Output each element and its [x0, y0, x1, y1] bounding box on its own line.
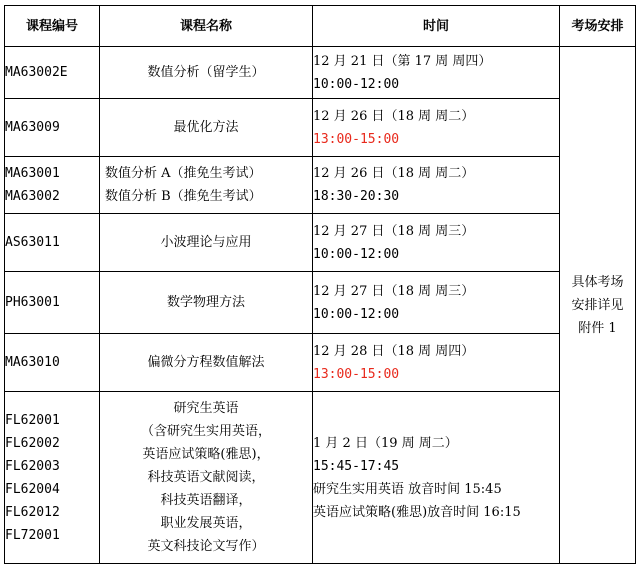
course-code-cell: [5, 157, 100, 214]
header-course-name: 课程名称: [100, 6, 313, 47]
course-name-cell: [100, 214, 313, 272]
course-name: 科技英语翻译，: [160, 493, 252, 508]
audio-note: 英语应试策略(雅思)放音时间 16:15: [313, 504, 521, 520]
course-code-cell: [5, 47, 100, 99]
course-code: PH63001: [5, 295, 60, 310]
exam-time: 10:00-12:00: [313, 246, 400, 262]
exam-date: 12 月 27 日（18 周 周三）: [313, 283, 475, 299]
time-cell: [313, 392, 560, 564]
course-code: FL62003: [5, 458, 60, 474]
course-name-cell: [100, 272, 313, 334]
course-name: 英文科技论文写作）: [147, 539, 265, 554]
table-row: [5, 47, 636, 99]
arrangement-line: 具体考场: [571, 274, 624, 290]
course-name-cell: [100, 99, 313, 157]
arrangement-line: 安排详见: [571, 297, 624, 313]
table-row: [5, 272, 636, 334]
course-name-cell: [100, 47, 313, 99]
course-name: 偏微分方程数值解法: [147, 355, 265, 370]
header-time: 时间: [313, 6, 560, 47]
time-cell: [313, 334, 560, 392]
course-name-cell: [100, 392, 313, 564]
exam-date: 12 月 27 日（18 周 周三）: [313, 223, 475, 239]
course-code-cell: [5, 392, 100, 564]
course-name: 数值分析 B（推免生考试）: [105, 189, 262, 204]
course-code-cell: [5, 334, 100, 392]
arrangement-cell: [560, 47, 636, 564]
course-code: FL72001: [5, 527, 60, 543]
course-name: 最优化方法: [173, 120, 239, 135]
course-name: （含研究生实用英语，: [140, 424, 271, 439]
course-name: 小波理论与应用: [160, 235, 252, 250]
header-course-code: 课程编号: [5, 6, 100, 47]
course-code: MA63001: [5, 166, 60, 181]
arrangement-line: 附件 1: [578, 320, 617, 336]
exam-date: 12 月 26 日（18 周 周二）: [313, 108, 475, 124]
exam-schedule-table: [4, 5, 636, 564]
course-name: 英语应试策略(雅思)，: [142, 447, 270, 462]
time-cell: [313, 214, 560, 272]
course-code: FL62004: [5, 481, 60, 497]
course-name: 数值分析 A（推免生考试）: [105, 166, 262, 181]
audio-note: 研究生实用英语 放音时间 15:45: [313, 481, 502, 497]
course-code-cell: [5, 272, 100, 334]
table-row: [5, 214, 636, 272]
course-code: AS63011: [5, 235, 60, 250]
time-cell: [313, 272, 560, 334]
course-name: 研究生英语: [173, 401, 239, 416]
table-row: [5, 157, 636, 214]
course-code-cell: [5, 214, 100, 272]
course-name-cell: [100, 334, 313, 392]
course-code: FL62001: [5, 412, 60, 428]
exam-date: 12 月 26 日（18 周 周二）: [313, 166, 475, 181]
course-name: 数值分析（留学生）: [147, 65, 265, 80]
course-code: MA63010: [5, 355, 60, 370]
exam-time: 10:00-12:00: [313, 76, 400, 92]
exam-date: 12 月 28 日（18 周 周四）: [313, 343, 475, 359]
course-code: FL62002: [5, 435, 60, 451]
table-row: [5, 392, 636, 564]
time-cell: [313, 99, 560, 157]
exam-time-highlighted: 13:00-15:00: [313, 131, 400, 147]
exam-time: 18:30-20:30: [313, 189, 400, 204]
course-name: 科技英语文献阅读，: [147, 470, 265, 485]
course-code-cell: [5, 99, 100, 157]
course-name: 数学物理方法: [166, 295, 245, 310]
header-arrangement: 考场安排: [560, 6, 636, 47]
time-cell: [313, 47, 560, 99]
exam-time: 15:45-17:45: [313, 458, 400, 474]
exam-time: 10:00-12:00: [313, 306, 400, 322]
course-code: FL62012: [5, 504, 60, 520]
time-cell: [313, 157, 560, 214]
course-code: MA63002E: [5, 65, 68, 80]
exam-date: 12 月 21 日（第 17 周 周四）: [313, 53, 492, 69]
header-row: [5, 6, 636, 47]
course-name-cell: [100, 157, 313, 214]
exam-date: 1 月 2 日（19 周 周二）: [313, 435, 458, 451]
course-code: MA63002: [5, 189, 60, 204]
exam-time-highlighted: 13:00-15:00: [313, 366, 400, 382]
course-code: MA63009: [5, 120, 60, 135]
course-name: 职业发展英语，: [160, 516, 252, 531]
table-row: [5, 99, 636, 157]
table-row: [5, 334, 636, 392]
